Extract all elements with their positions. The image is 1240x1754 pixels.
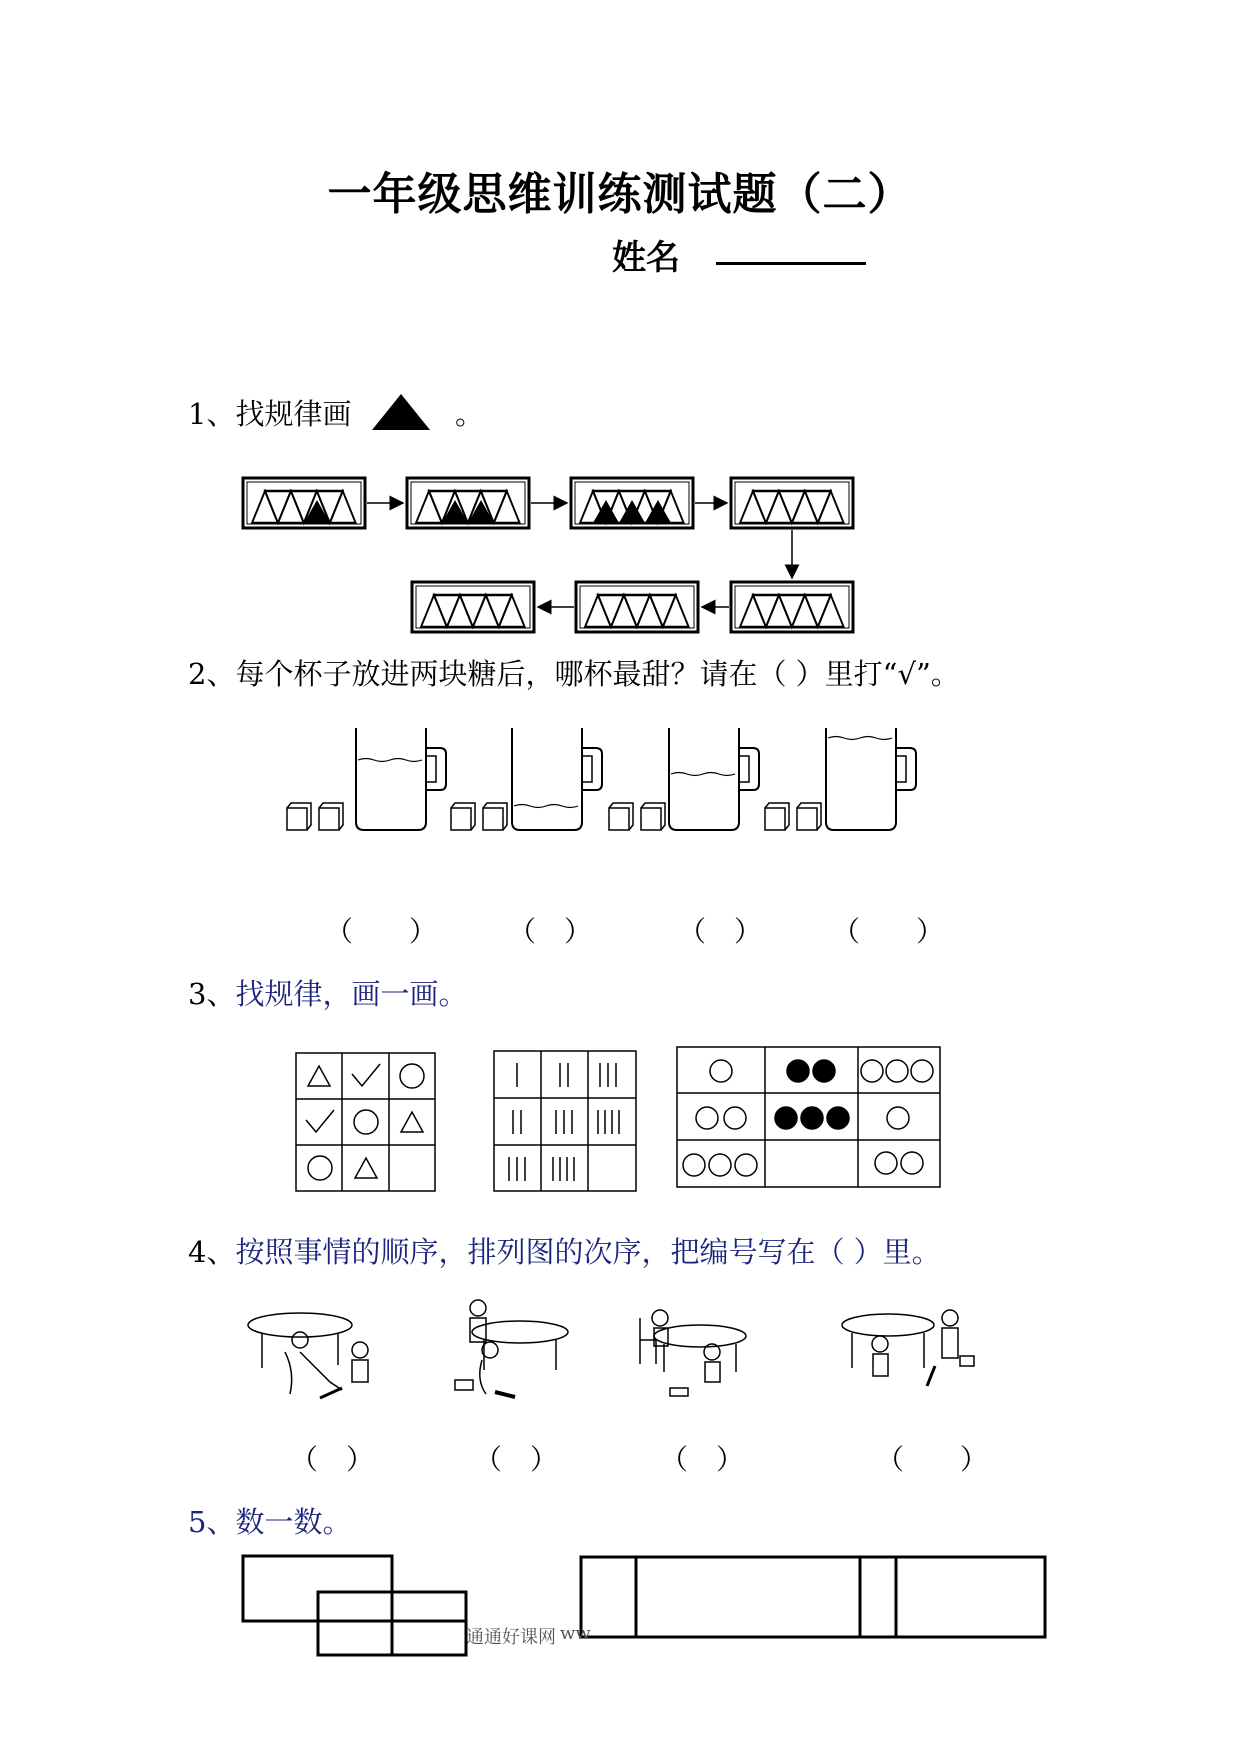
- pattern-box-6: [576, 582, 698, 632]
- name-blank-line[interactable]: [716, 262, 866, 265]
- question-4-number: 4、: [188, 1235, 236, 1269]
- q5-figure-1: [243, 1556, 466, 1655]
- sugar-cubes-1: [287, 803, 343, 830]
- triangle-icon: [401, 1112, 423, 1132]
- q4-picture-4: [842, 1310, 974, 1386]
- q2-answer-blank-2[interactable]: （ ）: [508, 915, 593, 948]
- pattern-box-7: [412, 582, 534, 632]
- question-1-number: 1、: [188, 397, 236, 431]
- circle-icon: [354, 1110, 378, 1134]
- filled-triangle-icon: [370, 392, 432, 432]
- q3-grid-circles: [677, 1047, 940, 1187]
- name-label: 姓名: [612, 238, 680, 278]
- cup-2: [512, 728, 602, 830]
- q2-answer-blank-3[interactable]: （ ）: [678, 915, 763, 948]
- question-3-number: 3、: [188, 977, 236, 1011]
- cup-4: [826, 728, 916, 830]
- q4-answer-blank-2[interactable]: （ ）: [474, 1443, 559, 1476]
- question-5-text: 数一数。: [235, 1505, 352, 1539]
- q4-picture-1: [248, 1313, 368, 1398]
- q2-answer-blank-4[interactable]: （ ）: [832, 915, 945, 948]
- sugar-cubes-3: [609, 803, 665, 830]
- question-4-text: 按照事情的顺序，排列图的次序，把编号写在（ ）里。: [235, 1235, 941, 1269]
- q4-picture-2: [455, 1300, 568, 1397]
- triangle-icon: [308, 1066, 330, 1086]
- pattern-box-3: [571, 478, 693, 528]
- q3-grid-tally: [494, 1051, 636, 1191]
- q4-answer-blank-1[interactable]: （ ）: [290, 1443, 375, 1476]
- q4-answer-blank-3[interactable]: （ ）: [660, 1443, 745, 1476]
- check-icon: [306, 1110, 334, 1132]
- question-5-number: 5、: [188, 1505, 236, 1539]
- footer-watermark: 通通好课网: [466, 1627, 556, 1648]
- cup-3: [669, 728, 759, 830]
- sugar-cubes-2: [451, 803, 507, 830]
- pattern-box-4: [731, 478, 853, 528]
- q5-figure-2: [581, 1557, 1045, 1637]
- question-1: [188, 392, 351, 433]
- q3-grid-shapes: [296, 1053, 435, 1191]
- page-title: 一年级思维训练测试题（二）: [327, 169, 913, 220]
- question-2-number: 2、: [188, 657, 236, 691]
- circle-icon: [308, 1156, 332, 1180]
- check-icon: [352, 1064, 380, 1086]
- q2-answer-blank-1[interactable]: （ ）: [325, 915, 438, 948]
- q4-answer-blank-4[interactable]: （ ）: [876, 1443, 989, 1476]
- pattern-box-1: [243, 478, 365, 528]
- triangle-icon: [355, 1158, 377, 1178]
- circle-icon: [400, 1064, 424, 1088]
- question-3-text: 找规律，画一画。: [235, 977, 468, 1011]
- cup-1: [356, 728, 446, 830]
- sugar-cubes-4: [765, 803, 821, 830]
- question-2: [188, 652, 960, 693]
- pattern-box-2: [407, 478, 529, 528]
- question-1-text: 找规律画: [235, 397, 352, 431]
- question-2-text: 每个杯子放进两块糖后，哪杯最甜？请在（ ）里打“√”。: [235, 657, 960, 691]
- question-1-suffix: 。: [455, 397, 485, 431]
- pattern-box-5: [731, 582, 853, 632]
- question-4: [188, 1230, 941, 1271]
- question-5: [188, 1500, 351, 1541]
- q4-picture-3: [640, 1310, 746, 1396]
- footer-url: ww: [560, 1623, 591, 1644]
- question-3: [188, 972, 467, 1013]
